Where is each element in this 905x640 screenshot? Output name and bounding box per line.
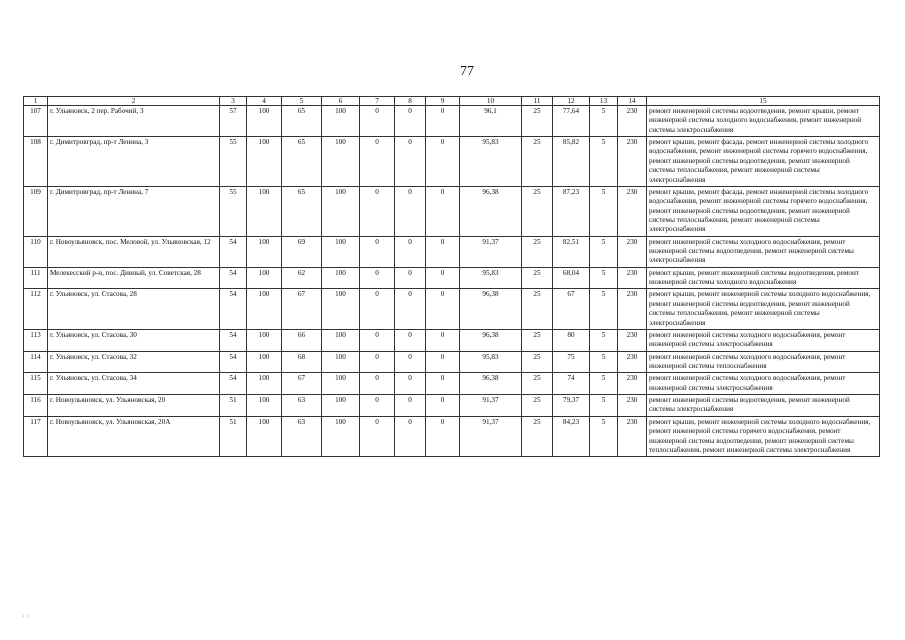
value-cell: 100 (247, 373, 282, 395)
value-cell: 230 (618, 137, 647, 187)
value-cell: 67 (282, 289, 322, 329)
value-cell: 100 (247, 351, 282, 373)
column-number-cell: 7 (360, 97, 395, 106)
value-cell: 95,83 (460, 137, 522, 187)
column-number-cell: 5 (282, 97, 322, 106)
value-cell: 66 (282, 329, 322, 351)
table-row (24, 395, 880, 417)
value-cell: 54 (220, 329, 247, 351)
value-cell: 5 (590, 395, 618, 417)
value-cell: 5 (590, 351, 618, 373)
value-cell: 0 (426, 267, 460, 289)
value-cell: 0 (426, 137, 460, 187)
value-cell: 100 (247, 416, 282, 456)
address-cell: г. Ульяновск, ул. Стасова, 32 (48, 351, 220, 373)
value-cell: 0 (360, 351, 395, 373)
value-cell: 25 (522, 236, 553, 267)
value-cell: 55 (220, 137, 247, 187)
value-cell: 87,23 (553, 186, 590, 236)
value-cell: 0 (360, 267, 395, 289)
value-cell: 0 (360, 137, 395, 187)
table-row (24, 416, 880, 456)
address-cell: г. Новоульяновск, ул. Ульяновская, 20 (48, 395, 220, 417)
table-row (24, 106, 880, 137)
value-cell: 100 (322, 416, 360, 456)
address-cell: г. Димитровград, пр-т Ленина, 3 (48, 137, 220, 187)
value-cell: 100 (247, 267, 282, 289)
row-number-cell: 107 (24, 106, 48, 137)
row-number-cell: 116 (24, 395, 48, 417)
value-cell: 57 (220, 106, 247, 137)
value-cell: 25 (522, 395, 553, 417)
column-number-cell: 9 (426, 97, 460, 106)
value-cell: 0 (395, 329, 426, 351)
value-cell: 96,1 (460, 106, 522, 137)
value-cell: 5 (590, 289, 618, 329)
value-cell: 0 (360, 186, 395, 236)
value-cell: 100 (322, 329, 360, 351)
address-cell: г. Ульяновск, ул. Стасова, 30 (48, 329, 220, 351)
works-list-cell: ремонт инженерной системы холодного водоснабжения, ремонт инженерной системы теплоснабжения (647, 351, 880, 373)
works-list-cell: ремонт инженерной системы холодного водоснабжения, ремонт инженерной системы электроснабжения (647, 329, 880, 351)
value-cell: 230 (618, 416, 647, 456)
value-cell: 25 (522, 351, 553, 373)
value-cell: 54 (220, 267, 247, 289)
works-list-cell: ремонт крыши, ремонт фасада, ремонт инженерной системы холодного водоснабжения, ремонт инженерной системы горячего водоснабжения, ремонт инженерной системы водоотведения, ремонт инженерной системы теплоснабжения, ремонт инженерной системы электроснабжения (647, 137, 880, 187)
value-cell: 0 (360, 395, 395, 417)
table-row (24, 186, 880, 236)
column-number-cell: 15 (647, 97, 880, 106)
column-number-cell: 11 (522, 97, 553, 106)
row-number-cell: 115 (24, 373, 48, 395)
value-cell: 54 (220, 289, 247, 329)
value-cell: 51 (220, 416, 247, 456)
works-list-cell: ремонт инженерной системы холодного водоснабжения, ремонт инженерной системы электроснабжения (647, 373, 880, 395)
value-cell: 54 (220, 236, 247, 267)
row-number-cell: 114 (24, 351, 48, 373)
value-cell: 230 (618, 329, 647, 351)
value-cell: 0 (395, 137, 426, 187)
value-cell: 5 (590, 236, 618, 267)
value-cell: 25 (522, 267, 553, 289)
value-cell: 0 (395, 267, 426, 289)
row-number-cell: 111 (24, 267, 48, 289)
works-list-cell: ремонт крыши, ремонт инженерной системы холодного водоснабжения, ремонт инженерной системы водоотведения, ремонт инженерной системы теплоснабжения, ремонт инженерной системы электроснабжения (647, 289, 880, 329)
value-cell: 100 (322, 351, 360, 373)
address-cell: г. Ульяновск, 2 пер. Рабочий, 3 (48, 106, 220, 137)
value-cell: 5 (590, 373, 618, 395)
value-cell: 0 (395, 373, 426, 395)
value-cell: 100 (322, 106, 360, 137)
value-cell: 5 (590, 416, 618, 456)
value-cell: 0 (360, 329, 395, 351)
table-row (24, 289, 880, 329)
value-cell: 96,38 (460, 289, 522, 329)
value-cell: 54 (220, 373, 247, 395)
value-cell: 25 (522, 137, 553, 187)
value-cell: 230 (618, 186, 647, 236)
column-number-cell: 12 (553, 97, 590, 106)
value-cell: 230 (618, 289, 647, 329)
value-cell: 100 (247, 395, 282, 417)
column-number-cell: 1 (24, 97, 48, 106)
value-cell: 0 (426, 106, 460, 137)
value-cell: 25 (522, 186, 553, 236)
value-cell: 69 (282, 236, 322, 267)
scan-artifact: · · (22, 612, 30, 621)
table-row (24, 329, 880, 351)
value-cell: 62 (282, 267, 322, 289)
column-number-cell: 13 (590, 97, 618, 106)
address-cell: Мелекесский р-н, пос. Дивный, ул. Советская, 28 (48, 267, 220, 289)
value-cell: 67 (553, 289, 590, 329)
table-row (24, 351, 880, 373)
value-cell: 100 (247, 186, 282, 236)
table-row (24, 137, 880, 187)
page-number: 77 (460, 64, 474, 79)
value-cell: 75 (553, 351, 590, 373)
value-cell: 100 (322, 395, 360, 417)
column-number-cell: 10 (460, 97, 522, 106)
value-cell: 100 (247, 137, 282, 187)
value-cell: 91,37 (460, 416, 522, 456)
row-number-cell: 112 (24, 289, 48, 329)
works-list-cell: ремонт инженерной системы водоотведения, ремонт инженерной системы электроснабжения (647, 395, 880, 417)
column-number-cell: 3 (220, 97, 247, 106)
value-cell: 0 (360, 289, 395, 329)
value-cell: 100 (322, 186, 360, 236)
table-header-row (24, 97, 880, 106)
row-number-cell: 109 (24, 186, 48, 236)
address-cell: г. Новоульяновск, пос. Меловой, ул. Ульяновская, 12 (48, 236, 220, 267)
value-cell: 68,04 (553, 267, 590, 289)
value-cell: 230 (618, 373, 647, 395)
value-cell: 0 (426, 416, 460, 456)
value-cell: 25 (522, 329, 553, 351)
value-cell: 230 (618, 106, 647, 137)
address-cell: г. Ульяновск, ул. Стасова, 28 (48, 289, 220, 329)
column-number-cell: 4 (247, 97, 282, 106)
value-cell: 25 (522, 373, 553, 395)
value-cell: 51 (220, 395, 247, 417)
works-list-cell: ремонт крыши, ремонт инженерной системы водоотведения, ремонт инженерной системы холодного водоснабжения (647, 267, 880, 289)
works-list-cell: ремонт инженерной системы холодного водоснабжения, ремонт инженерной системы водоотведения, ремонт инженерной системы электроснабжения (647, 236, 880, 267)
row-number-cell: 113 (24, 329, 48, 351)
value-cell: 63 (282, 395, 322, 417)
value-cell: 65 (282, 106, 322, 137)
value-cell: 0 (395, 416, 426, 456)
value-cell: 54 (220, 351, 247, 373)
value-cell: 100 (322, 289, 360, 329)
works-list-cell: ремонт крыши, ремонт инженерной системы холодного водоснабжения, ремонт инженерной системы горячего водоснабжения, ремонт инженерной системы водоотведения, ремонт инженерной системы теплоснабжения, ремонт инженерной системы электроснабжения (647, 416, 880, 456)
row-number-cell: 110 (24, 236, 48, 267)
value-cell: 0 (395, 106, 426, 137)
value-cell: 100 (322, 137, 360, 187)
value-cell: 100 (322, 267, 360, 289)
value-cell: 84,23 (553, 416, 590, 456)
works-list-cell: ремонт инженерной системы водоотведения, ремонт крыши, ремонт инженерной системы холодного водоснабжения, ремонт инженерной системы электроснабжения (647, 106, 880, 137)
value-cell: 96,38 (460, 373, 522, 395)
value-cell: 91,37 (460, 236, 522, 267)
value-cell: 0 (360, 236, 395, 267)
value-cell: 0 (426, 289, 460, 329)
repair-program-table (23, 96, 880, 457)
value-cell: 25 (522, 416, 553, 456)
value-cell: 5 (590, 137, 618, 187)
value-cell: 74 (553, 373, 590, 395)
value-cell: 100 (322, 236, 360, 267)
value-cell: 68 (282, 351, 322, 373)
value-cell: 0 (426, 373, 460, 395)
value-cell: 0 (395, 351, 426, 373)
value-cell: 77,64 (553, 106, 590, 137)
value-cell: 0 (395, 289, 426, 329)
column-number-cell: 6 (322, 97, 360, 106)
value-cell: 0 (426, 236, 460, 267)
value-cell: 230 (618, 267, 647, 289)
value-cell: 100 (247, 106, 282, 137)
value-cell: 85,82 (553, 137, 590, 187)
value-cell: 65 (282, 186, 322, 236)
address-cell: г. Новоульяновск, ул. Ульяновская, 20А (48, 416, 220, 456)
value-cell: 63 (282, 416, 322, 456)
value-cell: 0 (395, 186, 426, 236)
value-cell: 0 (395, 236, 426, 267)
value-cell: 96,38 (460, 329, 522, 351)
value-cell: 0 (426, 329, 460, 351)
value-cell: 100 (247, 289, 282, 329)
column-number-cell: 8 (395, 97, 426, 106)
table-row (24, 236, 880, 267)
value-cell: 0 (426, 395, 460, 417)
value-cell: 65 (282, 137, 322, 187)
value-cell: 5 (590, 106, 618, 137)
value-cell: 80 (553, 329, 590, 351)
value-cell: 79,37 (553, 395, 590, 417)
address-cell: г. Димитровград, пр-т Ленина, 7 (48, 186, 220, 236)
value-cell: 0 (395, 395, 426, 417)
address-cell: г. Ульяновск, ул. Стасова, 34 (48, 373, 220, 395)
row-number-cell: 117 (24, 416, 48, 456)
value-cell: 96,38 (460, 186, 522, 236)
value-cell: 5 (590, 267, 618, 289)
value-cell: 95,83 (460, 351, 522, 373)
column-number-cell: 2 (48, 97, 220, 106)
value-cell: 0 (426, 186, 460, 236)
value-cell: 55 (220, 186, 247, 236)
value-cell: 100 (247, 236, 282, 267)
value-cell: 0 (360, 106, 395, 137)
value-cell: 0 (360, 373, 395, 395)
works-list-cell: ремонт крыши, ремонт фасада, ремонт инженерной системы холодного водоснабжения, ремонт инженерной системы горячего водоснабжения, ремонт инженерной системы водоотведения, ремонт инженерной системы теплоснабжения, ремонт инженерной системы электроснабжения (647, 186, 880, 236)
value-cell: 100 (322, 373, 360, 395)
table-row (24, 267, 880, 289)
table-row (24, 373, 880, 395)
value-cell: 67 (282, 373, 322, 395)
row-number-cell: 108 (24, 137, 48, 187)
value-cell: 230 (618, 395, 647, 417)
value-cell: 0 (360, 416, 395, 456)
value-cell: 5 (590, 329, 618, 351)
value-cell: 91,37 (460, 395, 522, 417)
value-cell: 230 (618, 351, 647, 373)
value-cell: 95,83 (460, 267, 522, 289)
value-cell: 0 (426, 351, 460, 373)
value-cell: 100 (247, 329, 282, 351)
table-body (24, 97, 880, 457)
value-cell: 25 (522, 106, 553, 137)
value-cell: 230 (618, 236, 647, 267)
value-cell: 5 (590, 186, 618, 236)
value-cell: 82,51 (553, 236, 590, 267)
column-number-cell: 14 (618, 97, 647, 106)
value-cell: 25 (522, 289, 553, 329)
